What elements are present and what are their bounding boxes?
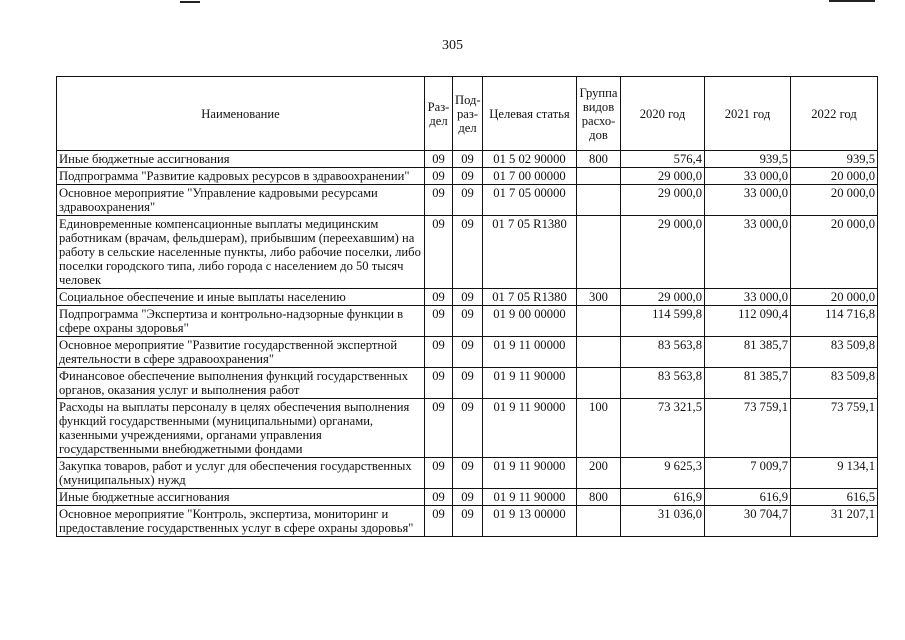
cell-target: 01 9 11 90000 bbox=[483, 368, 577, 399]
cell-2020: 29 000,0 bbox=[621, 185, 705, 216]
cell-2022: 20 000,0 bbox=[791, 185, 878, 216]
cell-2022: 616,5 bbox=[791, 489, 878, 506]
cell-podrazdel: 09 bbox=[453, 306, 483, 337]
cell-name: Основное мероприятие "Управление кадровыми ресурсами здравоохранения" bbox=[57, 185, 425, 216]
cell-target: 01 7 05 00000 bbox=[483, 185, 577, 216]
table-row bbox=[57, 458, 878, 489]
cell-group bbox=[577, 337, 621, 368]
cell-2020: 73 321,5 bbox=[621, 399, 705, 458]
cell-2022: 9 134,1 bbox=[791, 458, 878, 489]
table-row bbox=[57, 506, 878, 537]
cell-name: Иные бюджетные ассигнования bbox=[57, 489, 425, 506]
cell-2020: 29 000,0 bbox=[621, 216, 705, 289]
cell-podrazdel: 09 bbox=[453, 151, 483, 168]
cell-target: 01 7 05 R1380 bbox=[483, 216, 577, 289]
table-row bbox=[57, 289, 878, 306]
cell-group: 300 bbox=[577, 289, 621, 306]
table-body bbox=[57, 151, 878, 537]
cell-2021: 112 090,4 bbox=[705, 306, 791, 337]
budget-table bbox=[56, 76, 878, 537]
cell-razdel: 09 bbox=[425, 289, 453, 306]
cell-2020: 83 563,8 bbox=[621, 368, 705, 399]
table-row bbox=[57, 337, 878, 368]
cell-2021: 33 000,0 bbox=[705, 168, 791, 185]
table-row bbox=[57, 368, 878, 399]
cell-2021: 73 759,1 bbox=[705, 399, 791, 458]
cell-group: 800 bbox=[577, 151, 621, 168]
cell-2022: 20 000,0 bbox=[791, 216, 878, 289]
page-number: 305 bbox=[442, 38, 463, 53]
cell-podrazdel: 09 bbox=[453, 289, 483, 306]
cell-2020: 576,4 bbox=[621, 151, 705, 168]
cell-2021: 33 000,0 bbox=[705, 216, 791, 289]
cell-target: 01 9 11 00000 bbox=[483, 337, 577, 368]
cell-2020: 114 599,8 bbox=[621, 306, 705, 337]
cell-group: 100 bbox=[577, 399, 621, 458]
cell-target: 01 9 11 90000 bbox=[483, 489, 577, 506]
cell-razdel: 09 bbox=[425, 306, 453, 337]
cell-name: Социальное обеспечение и иные выплаты населению bbox=[57, 289, 425, 306]
cell-2022: 31 207,1 bbox=[791, 506, 878, 537]
cell-name: Основное мероприятие "Развитие государственной экспертной деятельности в сфере здравоохранения" bbox=[57, 337, 425, 368]
cell-name: Единовременные компенсационные выплаты медицинским работникам (врачам, фельдшерам), прибывшим (переехавшим) на работу в сельские населенные пункты, либо рабочие поселки, либо поселки городского типа, либо города с населением до 50 тысяч человек bbox=[57, 216, 425, 289]
cell-target: 01 9 11 90000 bbox=[483, 399, 577, 458]
cell-razdel: 09 bbox=[425, 399, 453, 458]
cell-podrazdel: 09 bbox=[453, 458, 483, 489]
cell-razdel: 09 bbox=[425, 337, 453, 368]
header-razdel: Раз-дел bbox=[425, 77, 453, 151]
cell-name: Подпрограмма "Развитие кадровых ресурсов в здравоохранении" bbox=[57, 168, 425, 185]
cell-2022: 73 759,1 bbox=[791, 399, 878, 458]
cell-name: Основное мероприятие "Контроль, экспертиза, мониторинг и предоставление государственных услуг в сфере охраны здоровья" bbox=[57, 506, 425, 537]
cell-razdel: 09 bbox=[425, 458, 453, 489]
cell-group bbox=[577, 368, 621, 399]
cell-2021: 616,9 bbox=[705, 489, 791, 506]
cell-name: Финансовое обеспечение выполнения функций государственных органов, оказания услуг и выполнения работ bbox=[57, 368, 425, 399]
cell-target: 01 9 11 90000 bbox=[483, 458, 577, 489]
table-row bbox=[57, 489, 878, 506]
table-row bbox=[57, 151, 878, 168]
cell-podrazdel: 09 bbox=[453, 216, 483, 289]
cell-2022: 20 000,0 bbox=[791, 168, 878, 185]
table-row bbox=[57, 216, 878, 289]
header-2021: 2021 год bbox=[705, 77, 791, 151]
cell-razdel: 09 bbox=[425, 506, 453, 537]
cell-razdel: 09 bbox=[425, 368, 453, 399]
cell-target: 01 9 00 00000 bbox=[483, 306, 577, 337]
cell-2022: 114 716,8 bbox=[791, 306, 878, 337]
cell-podrazdel: 09 bbox=[453, 399, 483, 458]
cell-podrazdel: 09 bbox=[453, 368, 483, 399]
cell-2020: 31 036,0 bbox=[621, 506, 705, 537]
cell-2020: 616,9 bbox=[621, 489, 705, 506]
header-group: Группа видов расхо-дов bbox=[577, 77, 621, 151]
table-row bbox=[57, 399, 878, 458]
table-row bbox=[57, 168, 878, 185]
cell-razdel: 09 bbox=[425, 168, 453, 185]
header-2022: 2022 год bbox=[791, 77, 878, 151]
cell-group bbox=[577, 306, 621, 337]
cell-2020: 83 563,8 bbox=[621, 337, 705, 368]
cell-2021: 33 000,0 bbox=[705, 289, 791, 306]
cell-podrazdel: 09 bbox=[453, 506, 483, 537]
cell-razdel: 09 bbox=[425, 489, 453, 506]
cell-group bbox=[577, 216, 621, 289]
cell-podrazdel: 09 bbox=[453, 337, 483, 368]
cell-name: Расходы на выплаты персоналу в целях обеспечения выполнения функций государственными (муниципальными) органами, казенными учреждениями, органами управления государственными внебюджетными фондами bbox=[57, 399, 425, 458]
cell-group bbox=[577, 506, 621, 537]
cell-razdel: 09 bbox=[425, 216, 453, 289]
cell-2021: 33 000,0 bbox=[705, 185, 791, 216]
cell-name: Подпрограмма "Экспертиза и контрольно-надзорные функции в сфере охраны здоровья" bbox=[57, 306, 425, 337]
cell-2021: 81 385,7 bbox=[705, 337, 791, 368]
header-row bbox=[57, 77, 878, 151]
cell-2020: 9 625,3 bbox=[621, 458, 705, 489]
cell-podrazdel: 09 bbox=[453, 168, 483, 185]
cell-name: Иные бюджетные ассигнования bbox=[57, 151, 425, 168]
cell-2022: 83 509,8 bbox=[791, 337, 878, 368]
scan-mark-right bbox=[829, 0, 875, 2]
cell-2021: 81 385,7 bbox=[705, 368, 791, 399]
cell-group: 200 bbox=[577, 458, 621, 489]
cell-2021: 30 704,7 bbox=[705, 506, 791, 537]
cell-2022: 83 509,8 bbox=[791, 368, 878, 399]
cell-razdel: 09 bbox=[425, 151, 453, 168]
cell-name: Закупка товаров, работ и услуг для обеспечения государственных (муниципальных) нужд bbox=[57, 458, 425, 489]
cell-2021: 939,5 bbox=[705, 151, 791, 168]
cell-target: 01 7 00 00000 bbox=[483, 168, 577, 185]
header-2020: 2020 год bbox=[621, 77, 705, 151]
cell-2020: 29 000,0 bbox=[621, 289, 705, 306]
scan-mark-left bbox=[180, 1, 200, 3]
cell-2021: 7 009,7 bbox=[705, 458, 791, 489]
cell-group: 800 bbox=[577, 489, 621, 506]
cell-target: 01 5 02 90000 bbox=[483, 151, 577, 168]
header-podrazdel: Под-раз-дел bbox=[453, 77, 483, 151]
cell-2022: 20 000,0 bbox=[791, 289, 878, 306]
header-name: Наименование bbox=[57, 77, 425, 151]
cell-podrazdel: 09 bbox=[453, 185, 483, 216]
cell-podrazdel: 09 bbox=[453, 489, 483, 506]
table-row bbox=[57, 185, 878, 216]
cell-group bbox=[577, 185, 621, 216]
cell-target: 01 9 13 00000 bbox=[483, 506, 577, 537]
cell-group bbox=[577, 168, 621, 185]
cell-razdel: 09 bbox=[425, 185, 453, 216]
header-target: Целевая статья bbox=[483, 77, 577, 151]
cell-2020: 29 000,0 bbox=[621, 168, 705, 185]
table-row bbox=[57, 306, 878, 337]
cell-target: 01 7 05 R1380 bbox=[483, 289, 577, 306]
cell-2022: 939,5 bbox=[791, 151, 878, 168]
